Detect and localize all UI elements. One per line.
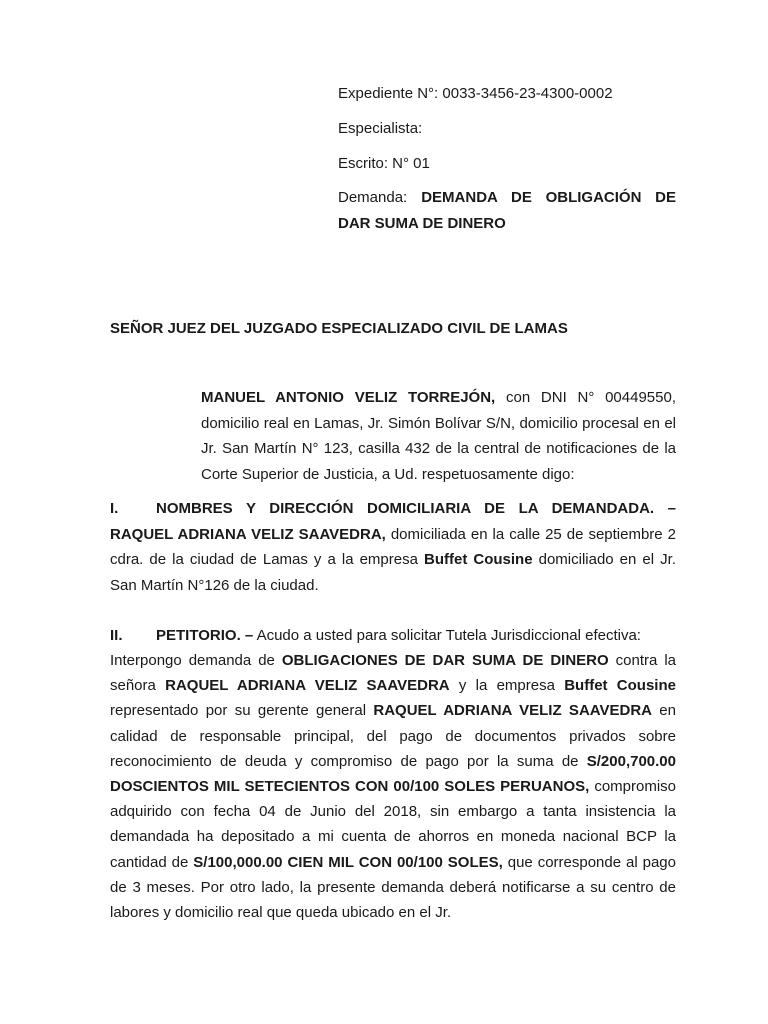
petitorio-text-2: contra la señora [110,652,676,695]
petitorio-bold-3: Buffet Cousine [564,677,676,695]
section-1-title: NOMBRES Y DIRECCIÓN DOMICILIARIA DE LA DEMANDADA. – [156,500,676,517]
petitorio-text-5: en calidad de responsable principal, del pago de documentos privados sobre reconocimiento de deuda y compromiso de pago por la suma de [110,702,676,770]
defendant-name: RAQUEL ADRIANA VELIZ SAAVEDRA, [110,525,386,543]
escrito-line: Escrito: N° 01 [338,155,430,172]
demanda-title: DEMANDA DE OBLIGACIÓN DE DAR SUMA DE DINERO [338,189,676,232]
section-1-text-2: domiciliado en el Jr. San Martín N°126 de la ciudad. [110,551,676,594]
section-2-heading [110,623,676,648]
company-name: Buffet Cousine [424,551,533,568]
section-2-title-text: Acudo a usted para solicitar Tutela Jurisdiccional efectiva: [253,627,641,644]
petitorio-bold-2: RAQUEL ADRIANA VELIZ SAAVEDRA [165,677,450,695]
section-1-number: I. [110,500,119,517]
petitorio-text-7: que corresponde al pago de 3 meses. Por otro lado, la presente demanda deberá notificarse a su centro de labores y domicilio real que queda ubicado en el Jr. [110,853,676,922]
section-2-title: PETITORIO. – [156,627,254,644]
petitorio-text-4: representado por su gerente general [110,702,374,720]
petitorio-text-3: y la empresa [449,677,565,695]
intro-text: con DNI N° 00449550, domicilio real en Lamas, Jr. Simón Bolívar S/N, domicilio procesal en el Jr. San Martín N° 123, casilla 432 de la central de notificaciones de la Corte Superior de Justicia, a Ud. respetuosamente digo: [201,389,676,483]
court-address: SEÑOR JUEZ DEL JUZGADO ESPECIALIZADO CIVIL DE LAMAS [110,320,568,337]
expediente-line: Expediente N°: 0033-3456-23-4300-0002 [338,85,613,102]
section-1 [110,496,676,598]
petitorio-bold-4: RAQUEL ADRIANA VELIZ SAAVEDRA [373,702,652,720]
section-2-body [110,648,676,925]
petitorio-bold-1: OBLIGACIONES DE DAR SUMA DE DINERO [281,652,609,669]
section-1-text-1: domiciliada en la calle 25 de septiembre 2 cdra. de la ciudad de Lamas y a la empresa [110,525,676,568]
demanda-line [338,185,676,237]
especialista-line: Especialista: [338,120,423,137]
intro-paragraph [201,385,676,487]
petitorio-bold-5: S/200,700.00 DOSCIENTOS MIL SETECIENTOS CON 00/100 SOLES PERUANOS, [110,752,676,796]
section-2-number: II. [110,627,123,644]
petitorio-text-1: Interpongo demanda de [110,652,282,669]
plaintiff-name: MANUEL ANTONIO VELIZ TORREJÓN, [201,389,496,406]
petitorio-text-6: compromiso adquirido con fecha 04 de Junio del 2018, sin embargo a tanta insistencia la demandada ha depositado a mi cuenta de ahorros en moneda nacional BCP la cantidad de [110,778,677,871]
case-header [338,84,676,237]
petitorio-bold-6: S/100,000.00 CIEN MIL CON 00/100 SOLES, [193,853,503,871]
demanda-label: Demanda: [338,189,408,206]
